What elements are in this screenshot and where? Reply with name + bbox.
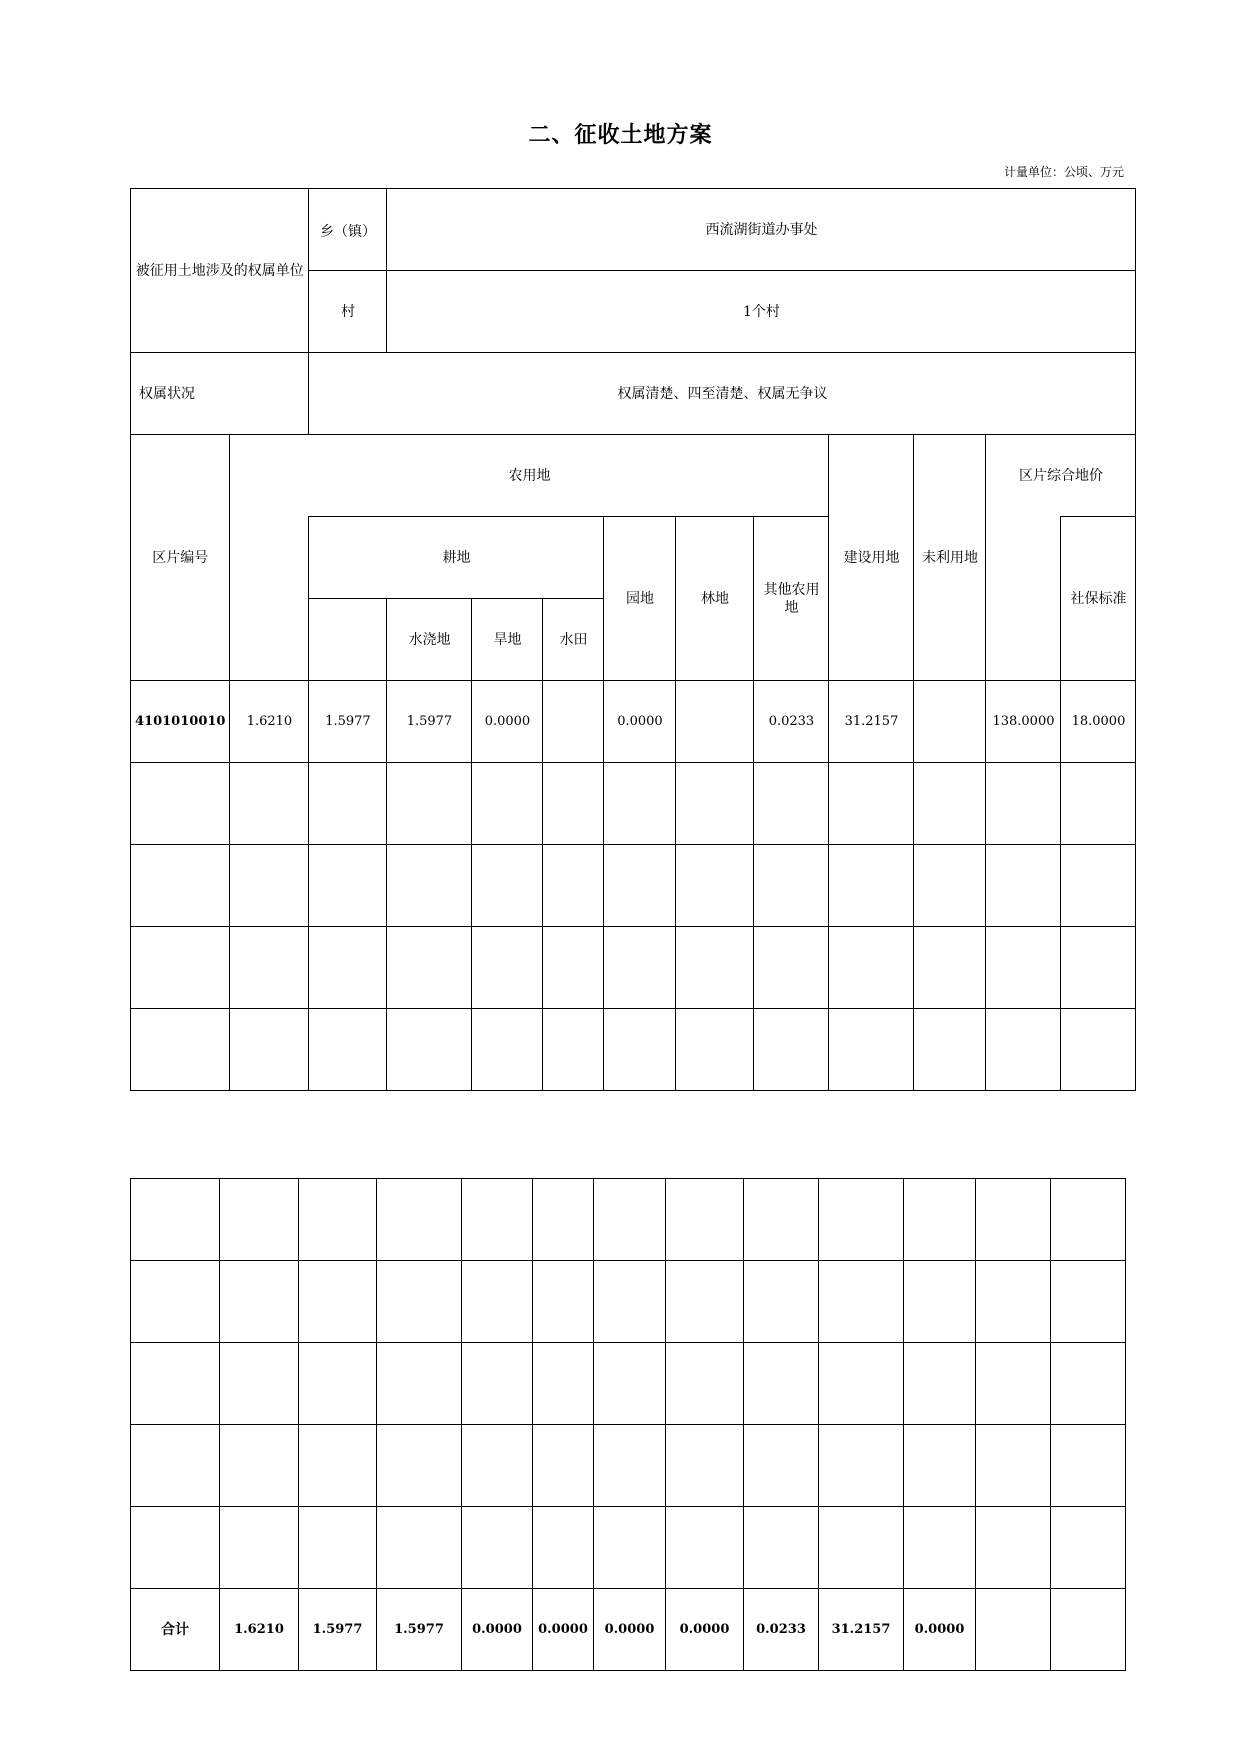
header-forest: 林地 bbox=[676, 517, 754, 681]
cell-garden: 0.0000 bbox=[604, 681, 676, 763]
cell-unused bbox=[914, 681, 986, 763]
header-block-no: 区片编号 bbox=[131, 435, 230, 681]
total-unused: 0.0000 bbox=[904, 1589, 976, 1671]
ownership-label: 被征用土地涉及的权属单位 bbox=[131, 189, 309, 353]
total-land-price bbox=[976, 1589, 1051, 1671]
header-cultivated: 耕地 bbox=[309, 517, 604, 599]
header-price-blank bbox=[986, 517, 1061, 681]
cell-dry: 0.0000 bbox=[472, 681, 543, 763]
township-label: 乡（镇） bbox=[309, 189, 387, 271]
village-value: 1个村 bbox=[387, 271, 1136, 353]
total-row bbox=[131, 1589, 1126, 1671]
header-irrigated: 水浇地 bbox=[387, 599, 472, 681]
total-label: 合计 bbox=[131, 1589, 220, 1671]
unit-note: 计量单位：公顷、万元 bbox=[1003, 165, 1124, 179]
header-garden: 园地 bbox=[604, 517, 676, 681]
header-cultivated-total bbox=[309, 599, 387, 681]
cell-total: 1.6210 bbox=[230, 681, 309, 763]
total-garden: 0.0000 bbox=[594, 1589, 666, 1671]
cell-cultivated: 1.5977 bbox=[309, 681, 387, 763]
total-construction: 31.2157 bbox=[819, 1589, 904, 1671]
total-cultivated: 1.5977 bbox=[299, 1589, 377, 1671]
table-row-empty bbox=[131, 1507, 1126, 1589]
township-value: 西流湖街道办事处 bbox=[387, 189, 1136, 271]
header-paddy: 水田 bbox=[543, 599, 604, 681]
table-row-empty bbox=[131, 763, 1136, 845]
table-row-empty bbox=[131, 1179, 1126, 1261]
table-row-empty bbox=[131, 1343, 1126, 1425]
page-title: 二、征收土地方案 bbox=[528, 122, 713, 148]
cell-other-agri: 0.0233 bbox=[754, 681, 829, 763]
cell-land-price: 138.0000 bbox=[986, 681, 1061, 763]
total-paddy: 0.0000 bbox=[533, 1589, 594, 1671]
table-row bbox=[131, 681, 1136, 763]
total-social-security bbox=[1051, 1589, 1126, 1671]
land-table-main bbox=[130, 188, 1136, 1091]
land-table-continued bbox=[130, 1178, 1126, 1671]
cell-construction: 31.2157 bbox=[829, 681, 914, 763]
table-row-empty bbox=[131, 1261, 1126, 1343]
header-other-agri: 其他农用地 bbox=[754, 517, 829, 681]
table-row-empty bbox=[131, 1009, 1136, 1091]
cell-irrigated: 1.5977 bbox=[387, 681, 472, 763]
header-land-price: 区片综合地价 bbox=[986, 435, 1136, 517]
cell-block-no: 4101010010 bbox=[131, 681, 230, 763]
cell-paddy bbox=[543, 681, 604, 763]
header-unused: 未利用地 bbox=[914, 435, 986, 681]
total-dry: 0.0000 bbox=[462, 1589, 533, 1671]
total-irrigated: 1.5977 bbox=[377, 1589, 462, 1671]
header-dry: 旱地 bbox=[472, 599, 543, 681]
total-other-agri: 0.0233 bbox=[744, 1589, 819, 1671]
header-agri-total bbox=[230, 517, 309, 681]
header-social-security: 社保标准 bbox=[1061, 517, 1136, 681]
header-construction: 建设用地 bbox=[829, 435, 914, 681]
status-label: 权属状况 bbox=[131, 353, 309, 435]
cell-social-security: 18.0000 bbox=[1061, 681, 1136, 763]
total-total: 1.6210 bbox=[220, 1589, 299, 1671]
cell-forest bbox=[676, 681, 754, 763]
header-agri: 农用地 bbox=[230, 435, 829, 517]
total-forest: 0.0000 bbox=[666, 1589, 744, 1671]
table-row-empty bbox=[131, 845, 1136, 927]
status-value: 权属清楚、四至清楚、权属无争议 bbox=[309, 353, 1136, 435]
table-row-empty bbox=[131, 1425, 1126, 1507]
table-row-empty bbox=[131, 927, 1136, 1009]
village-label: 村 bbox=[309, 271, 387, 353]
